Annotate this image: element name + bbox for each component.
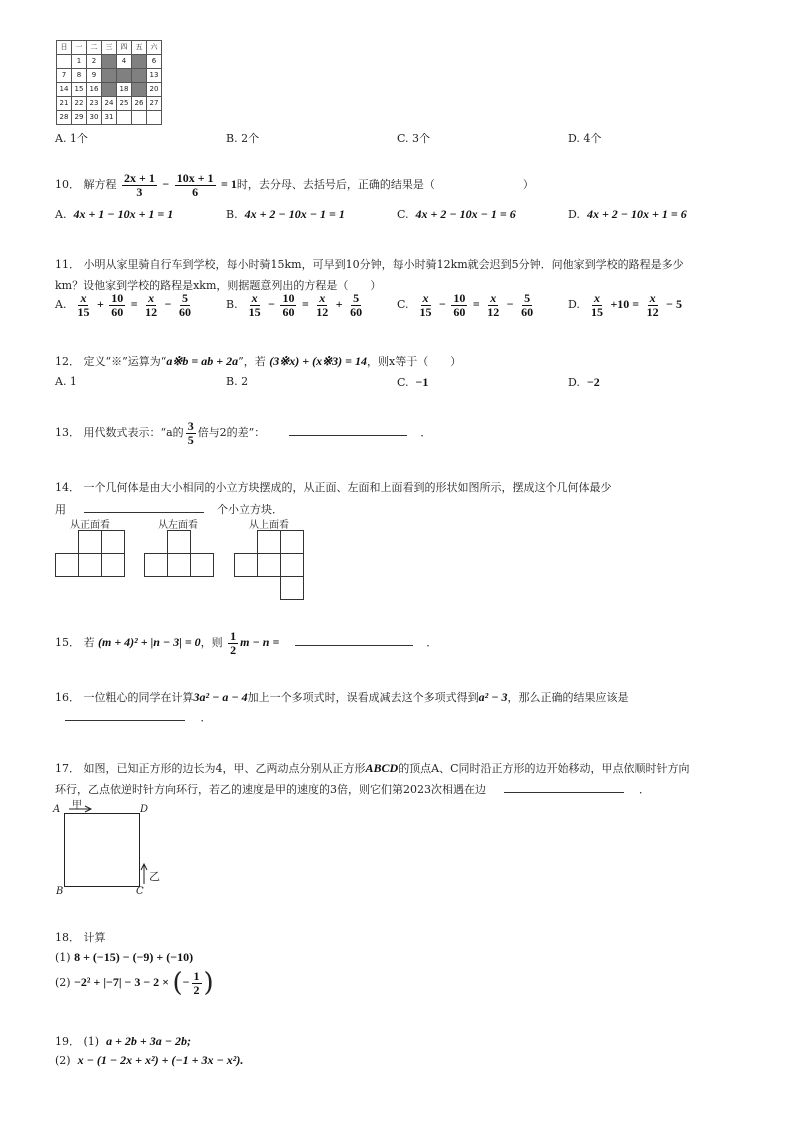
q14-stem-line2: 用 个小立方块．	[55, 503, 283, 516]
q10-option-c[interactable]: C. 4x + 2 − 10x − 1 = 6	[397, 207, 516, 221]
calendar-cell: 25	[117, 97, 132, 111]
calendar-cell-shaded	[132, 83, 147, 97]
calendar-header: 日	[57, 41, 72, 55]
q12-option-b[interactable]: B. 2	[226, 375, 249, 388]
calendar-header: 四	[117, 41, 132, 55]
q10-fraction-1: $\frac{2x + 1}{3}$	[124, 171, 155, 199]
q11-option-b[interactable]: B. $\frac{x}{15}$ − $\frac{10}{60}$ = $\frac{x}{12}$ + $\frac{5}{60}$	[226, 291, 363, 319]
view-cell	[78, 553, 102, 577]
view-cell	[190, 553, 214, 577]
view-cell	[167, 553, 191, 577]
q11-stem-line2: km？设他家到学校的路程是xkm，则据题意列出的方程是（ ）	[55, 279, 382, 292]
calendar-cell: 6	[147, 55, 162, 69]
calendar-cell: 18	[117, 83, 132, 97]
view-cell	[55, 553, 79, 577]
jia-arrow-icon	[68, 805, 94, 813]
q16-answer-line: ．	[65, 709, 212, 725]
q10-option-b[interactable]: B. 4x + 2 − 10x − 1 = 1	[226, 207, 345, 221]
q9-option-b[interactable]: B. 2个	[226, 132, 260, 145]
calendar-cell-shaded	[102, 55, 117, 69]
calendar-cell	[132, 111, 147, 125]
calendar-cell: 23	[87, 97, 102, 111]
vertex-a-label: A	[53, 804, 61, 815]
calendar-cell	[117, 111, 132, 125]
q12-option-d[interactable]: D. −2	[568, 375, 600, 389]
q13-fraction: $\frac{3}{5}$	[187, 419, 194, 447]
q19-part2: (2) x − (1 − 2x + x²) + (−1 + 3x − x²).	[55, 1053, 244, 1067]
calendar-cell	[147, 111, 162, 125]
view-cell	[257, 530, 281, 554]
vertex-b-label: B	[56, 886, 64, 897]
view-cell	[257, 553, 281, 577]
q9-option-d[interactable]: D. 4个	[568, 132, 602, 145]
view-cell	[280, 576, 304, 600]
q10-option-d[interactable]: D. 4x + 2 − 10x + 1 = 6	[568, 207, 687, 221]
q17-answer-blank[interactable]	[504, 782, 624, 793]
q10-stem: 10． 解方程 $\frac{2x + 1}{3}$ − $\frac{10x + 1}{6}$ = 1时，去分母、去括号后，正确的结果是（ ）	[55, 171, 534, 199]
q11-option-a[interactable]: A. $\frac{x}{15}$ + $\frac{10}{60}$ = $\frac{x}{12}$ − $\frac{5}{60}$	[55, 291, 191, 319]
calendar-cell-shaded	[132, 69, 147, 83]
calendar-header: 六	[147, 41, 162, 55]
q15-stem: 15． 若 (m + 4)² + |n − 3| = 0，则 $\frac{1}{2}$ m − n = ．	[55, 629, 438, 657]
q12-stem: 12． 定义“※”运算为“a※b = ab + 2a”，若 (3※x) + (x※3) = 14，则x等于（ ）	[55, 354, 462, 368]
point-jia-label: 甲	[72, 800, 82, 811]
calendar-cell: 31	[102, 111, 117, 125]
calendar-cell: 14	[57, 83, 72, 97]
view-label-left: 从左面看	[158, 520, 198, 531]
calendar-cell: 4	[117, 55, 132, 69]
q17-stem-line2: 环行，乙点依逆时针方向环行，若乙的速度是甲的速度的3倍，则它们第2023次相遇在边 ．	[55, 783, 650, 796]
q12-option-c[interactable]: C. −1	[397, 375, 429, 389]
q17-stem-line1: 17． 如图，已知正方形的边长为4，甲、乙两动点分别从正方形ABCD的顶点A、C同时沿正方形的边开始移动，甲点依顺时针方向	[55, 761, 690, 775]
q14-stem-line1: 14． 一个几何体是由大小相同的小立方块摆成的，从正面、左面和上面看到的形状如图所示，摆成这个几何体最少	[55, 481, 612, 494]
calendar-cell: 21	[57, 97, 72, 111]
calendar-cell: 2	[87, 55, 102, 69]
calendar-cell: 16	[87, 83, 102, 97]
view-label-front: 从正面看	[70, 520, 110, 531]
calendar-header: 三	[102, 41, 117, 55]
q10-pre: 解方程	[83, 178, 117, 192]
q18-part1: (1) 8 + (−15) − (−9) + (−10)	[55, 950, 194, 964]
view-cell	[280, 530, 304, 554]
q12-option-a[interactable]: A. 1	[55, 375, 77, 388]
q10-fraction-2: $\frac{10x + 1}{6}$	[176, 171, 214, 199]
calendar-cell	[57, 55, 72, 69]
calendar-cell: 30	[87, 111, 102, 125]
view-cell	[101, 553, 125, 577]
calendar-cell: 24	[102, 97, 117, 111]
q16-stem: 16． 一位粗心的同学在计算3a² − a − 4加上一个多项式时，误看成减去这个多项式得到a² − 3，那么正确的结果应该是	[55, 690, 629, 704]
calendar-cell: 22	[72, 97, 87, 111]
calendar-cell: 28	[57, 111, 72, 125]
view-cell	[101, 530, 125, 554]
calendar-header: 五	[132, 41, 147, 55]
q15-fraction: $\frac{1}{2}$	[230, 629, 237, 657]
calendar-header: 一	[72, 41, 87, 55]
q18-fraction: $\frac{1}{2}$	[193, 968, 200, 997]
q14-answer-blank[interactable]	[84, 502, 204, 513]
calendar-cell: 8	[72, 69, 87, 83]
yi-arrow-icon	[140, 863, 148, 885]
square-abcd	[64, 813, 140, 887]
calendar-cell: 13	[147, 69, 162, 83]
q9-option-c[interactable]: C. 3个	[397, 132, 431, 145]
calendar-cell-shaded	[102, 83, 117, 97]
point-yi-label: 乙	[149, 870, 160, 883]
calendar-cell: 7	[57, 69, 72, 83]
q10-option-a[interactable]: A. 4x + 1 − 10x + 1 = 1	[55, 207, 174, 221]
calendar-table	[56, 40, 162, 125]
view-cell	[144, 553, 168, 577]
q19-part1: 19． (1) a + 2b + 3a − 2b;	[55, 1034, 192, 1048]
view-cell	[167, 530, 191, 554]
q13-answer-blank[interactable]	[289, 425, 407, 436]
calendar-cell: 15	[72, 83, 87, 97]
calendar-cell-shaded	[117, 69, 132, 83]
q15-answer-blank[interactable]	[295, 635, 413, 646]
view-label-top: 从上面看	[249, 520, 289, 531]
calendar-cell: 27	[147, 97, 162, 111]
q11-stem-line1: 11． 小明从家里骑自行车到学校，每小时骑15km，可早到10分钟，每小时骑12km就会迟到5分钟．问他家到学校的路程是多少	[55, 258, 684, 271]
calendar-cell: 20	[147, 83, 162, 97]
vertex-c-label: C	[136, 886, 144, 897]
q11-option-c[interactable]: C. $\frac{x}{15}$ − $\frac{10}{60}$ = $\frac{x}{12}$ − $\frac{5}{60}$	[397, 291, 534, 319]
calendar-header: 二	[87, 41, 102, 55]
q18-part2: (2) −2² + |−7| − 3 − 2 × (− $\frac{1}{2}$ )	[55, 968, 214, 998]
vertex-d-label: D	[140, 804, 149, 815]
calendar-cell: 26	[132, 97, 147, 111]
q16-answer-blank[interactable]	[65, 710, 185, 721]
view-cell	[280, 553, 304, 577]
q13-stem: 13． 用代数式表示：“a的 $\frac{3}{5}$ 倍与2的差”： ．	[55, 419, 432, 447]
calendar-cell: 29	[72, 111, 87, 125]
q18-title: 18． 计算	[55, 931, 106, 944]
q10-post: 时，去分母、去括号后，正确的结果是（ ）	[236, 178, 534, 192]
calendar-cell-shaded	[132, 55, 147, 69]
calendar-cell-shaded	[102, 69, 117, 83]
q11-option-d[interactable]: D. $\frac{x}{15}$ +10 = $\frac{x}{12}$ − 5	[568, 291, 682, 319]
calendar-cell: 9	[87, 69, 102, 83]
q10-number: 10．	[55, 178, 80, 192]
calendar-cell: 1	[72, 55, 87, 69]
view-cell	[78, 530, 102, 554]
q9-option-a[interactable]: A. 1个	[55, 132, 88, 145]
view-cell	[234, 553, 258, 577]
